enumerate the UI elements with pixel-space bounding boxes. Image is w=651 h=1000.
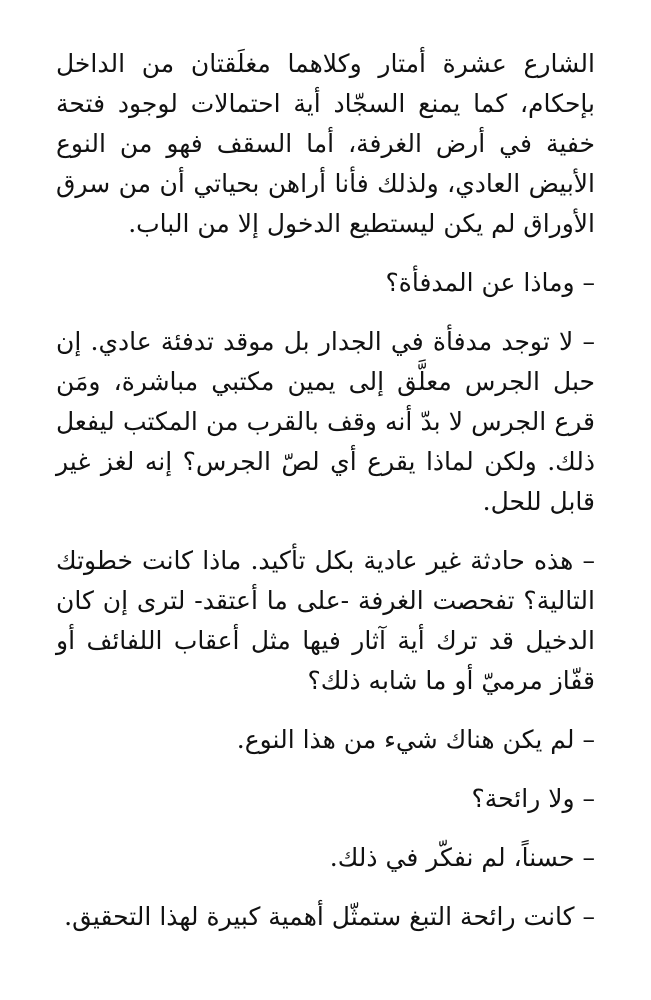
dialogue-did-not-think: – حسناً، لم نفكّر في ذلك. — [329, 843, 595, 872]
dialogue-next-step: – هذه حادثة غير عادية بكل تأكيد. ماذا كانت خطوتك التالية؟ تفحصت الغرفة -على ما أعتقد- لترى إن كان الدخيل قد ترك أية آثار فيها مثل أعقاب اللفائف أو قفّاز مرميّ أو ما شابه ذلك؟ — [56, 546, 595, 695]
dialogue-bell-rope: – لا توجد مدفأة في الجدار بل موقد تدفئة عادي. إن حبل الجرس معلَّق إلى يمين مكتبي مباشرة، ومَن قرع الجرس لا بدّ أنه وقف بالقرب من المكتب ليفعل ذلك. ولكن لماذا يقرع أي لصّ الجرس؟ إنه لغز غير قابل للحل. — [56, 327, 595, 516]
dialogue-nothing-found: – لم يكن هناك شيء من هذا النوع. — [236, 725, 595, 754]
dialogue-fireplace-question: – وماذا عن المدفأة؟ — [385, 268, 595, 297]
paragraph-room-description: الشارع عشرة أمتار وكلاهما مغلَقتان من الداخل بإحكام، كما يمنع السجّاد أية احتمالات لوجود فتحة خفية في أرض الغرفة، أما السقف فهو من النوع الأبيض العادي، ولذلك فأنا أراهن بحياتي أن من سرق الأوراق لم يكن ليستطيع الدخول إلا من الباب. — [56, 49, 595, 238]
dialogue-tobacco-smell: – كانت رائحة التبغ ستمثّل أهمية كبيرة لهذا التحقيق. — [64, 902, 595, 931]
book-page — [56, 44, 595, 956]
dialogue-smell-question: – ولا رائحة؟ — [471, 784, 595, 813]
